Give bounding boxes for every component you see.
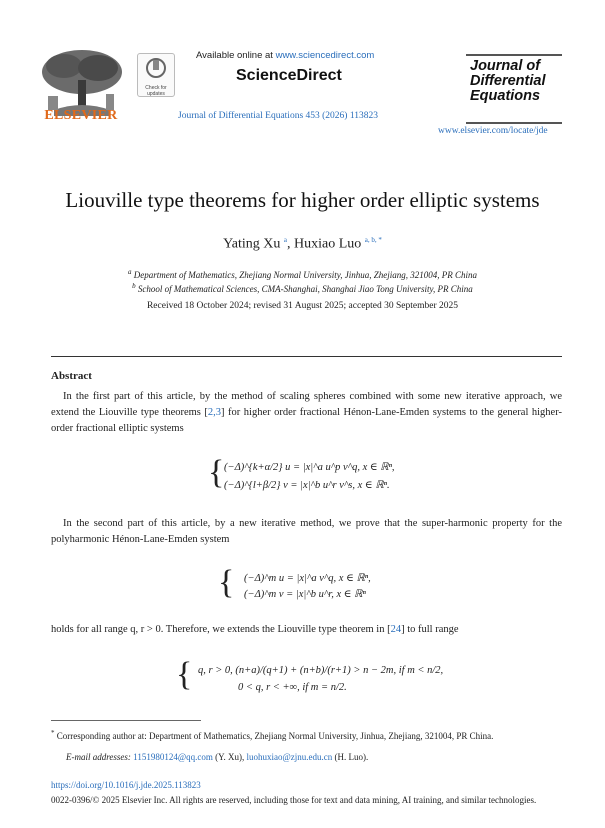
email-label: E-mail addresses: <box>66 752 131 762</box>
equation-line: (−Δ)^{l+β/2} v = |x|^b u^r v^s, x ∈ ℝⁿ. <box>224 480 390 491</box>
email-owner: (Y. Xu), <box>212 752 247 762</box>
affiliation-mark: a <box>128 268 132 276</box>
abstract-paragraph-2: In the second part of this article, by a new iterative method, we prove that the super-harmonic property for the polyharmonic Hénon-Lane-Emden system <box>51 518 562 545</box>
affiliation-b <box>0 282 605 294</box>
footnote-divider <box>51 720 201 721</box>
equation-line: (−Δ)^{k+α/2} u = |x|^a u^p v^q, x ∈ ℝⁿ, <box>224 462 395 473</box>
email-link[interactable]: luohuxiao@zjnu.edu.cn <box>246 752 333 762</box>
affiliation-mark: b <box>132 282 136 290</box>
journal-name-text <box>470 59 562 104</box>
available-prefix: Available online at <box>196 50 276 61</box>
check-updates-icon <box>138 54 174 80</box>
left-brace: { <box>208 454 225 491</box>
paragraph-text: holds for all range q, r > 0. Therefore, we extends the Liouville type theorem in [ <box>51 624 391 635</box>
email-owner: (H. Luo). <box>332 752 369 762</box>
available-online-line <box>196 50 406 61</box>
left-brace: { <box>218 564 235 601</box>
email-link[interactable]: 1151980124@qq.com <box>133 752 213 762</box>
affiliation-text: School of Mathematical Sciences, CMA-Shanghai, Shanghai Jiao Tong University, PR China <box>137 284 473 294</box>
copyright-notice: 0022-0396/© 2025 Elsevier Inc. All rights are reserved, including those for text and data mining, AI training, and similar technologies. <box>51 795 537 805</box>
paragraph-text: ] to full range <box>401 624 459 635</box>
email-addresses <box>66 752 368 762</box>
abstract-paragraph-1 <box>51 389 562 437</box>
author-list: Yating Xu $^a$, Huxiao Luo $^{a, b, *}$ <box>223 236 382 252</box>
reference-link[interactable]: 2,3 <box>207 407 222 418</box>
abstract-heading: Abstract <box>51 370 92 382</box>
author-affiliation-mark[interactable]: a <box>283 236 288 244</box>
sciencedirect-link[interactable]: www.sciencedirect.com <box>275 50 375 61</box>
check-badge-label: Check for updates <box>145 85 167 97</box>
divider <box>51 356 562 357</box>
equation-line: 0 < q, r < +∞, if m = n/2. <box>238 682 347 693</box>
equation-line: (−Δ)^m v = |x|^b u^r, x ∈ ℝⁿ <box>244 589 366 600</box>
doi-link[interactable]: https://doi.org/10.1016/j.jde.2025.113823 <box>51 780 201 790</box>
publisher-name: ELSEVIER <box>44 108 118 123</box>
journal-name-line: Equations <box>470 88 541 104</box>
affiliation-a <box>0 268 605 280</box>
article-title: Liouville type theorems for higher order elliptic systems <box>65 188 540 212</box>
check-for-updates-badge[interactable] <box>137 53 175 97</box>
author-affiliation-mark[interactable]: a, b, * <box>364 236 382 244</box>
paragraph-text: ] for higher order fractional Hénon-Lane-Emden systems to the general higher-order fractional elliptic systems <box>51 407 562 434</box>
footnote-mark: * <box>51 729 55 737</box>
equation-line: (−Δ)^m u = |x|^a v^q, x ∈ ℝⁿ, <box>244 573 371 584</box>
reference-link[interactable]: 24 <box>390 624 402 635</box>
equation-line: q, r > 0, (n+a)/(q+1) + (n+b)/(r+1) > n − 2m, if m < n/2, <box>198 665 444 676</box>
journal-homepage-link[interactable]: www.elsevier.com/locate/jde <box>438 126 548 136</box>
corresponding-author-footnote <box>51 727 562 742</box>
abstract-paragraph-3 <box>51 622 562 638</box>
author-name: Yating Xu <box>223 236 281 252</box>
sciencedirect-title: ScienceDirect <box>236 67 342 84</box>
received-dates: Received 18 October 2024; revised 31 August 2025; accepted 30 September 2025 <box>146 301 459 311</box>
left-brace: { <box>176 656 193 693</box>
paragraph-text: In the first part of this article, by the method of scaling spheres combined with some new iterative approach, we extend the Liouville type theorems [ <box>51 391 562 418</box>
author-name: Huxiao Luo <box>294 236 362 252</box>
journal-citation-link[interactable]: Journal of Differential Equations 453 (2026) 113823 <box>178 111 378 121</box>
footnote-text: Corresponding author at: Department of Mathematics, Zhejiang Normal University, Jinhua, Zhejiang, 321004, PR China. <box>56 731 494 741</box>
journal-name-line: Journal of <box>470 58 541 74</box>
affiliation-text: Department of Mathematics, Zhejiang Normal University, Jinhua, Zhejiang, 321004, PR China <box>133 270 477 280</box>
journal-name-line: Differential <box>470 73 546 89</box>
